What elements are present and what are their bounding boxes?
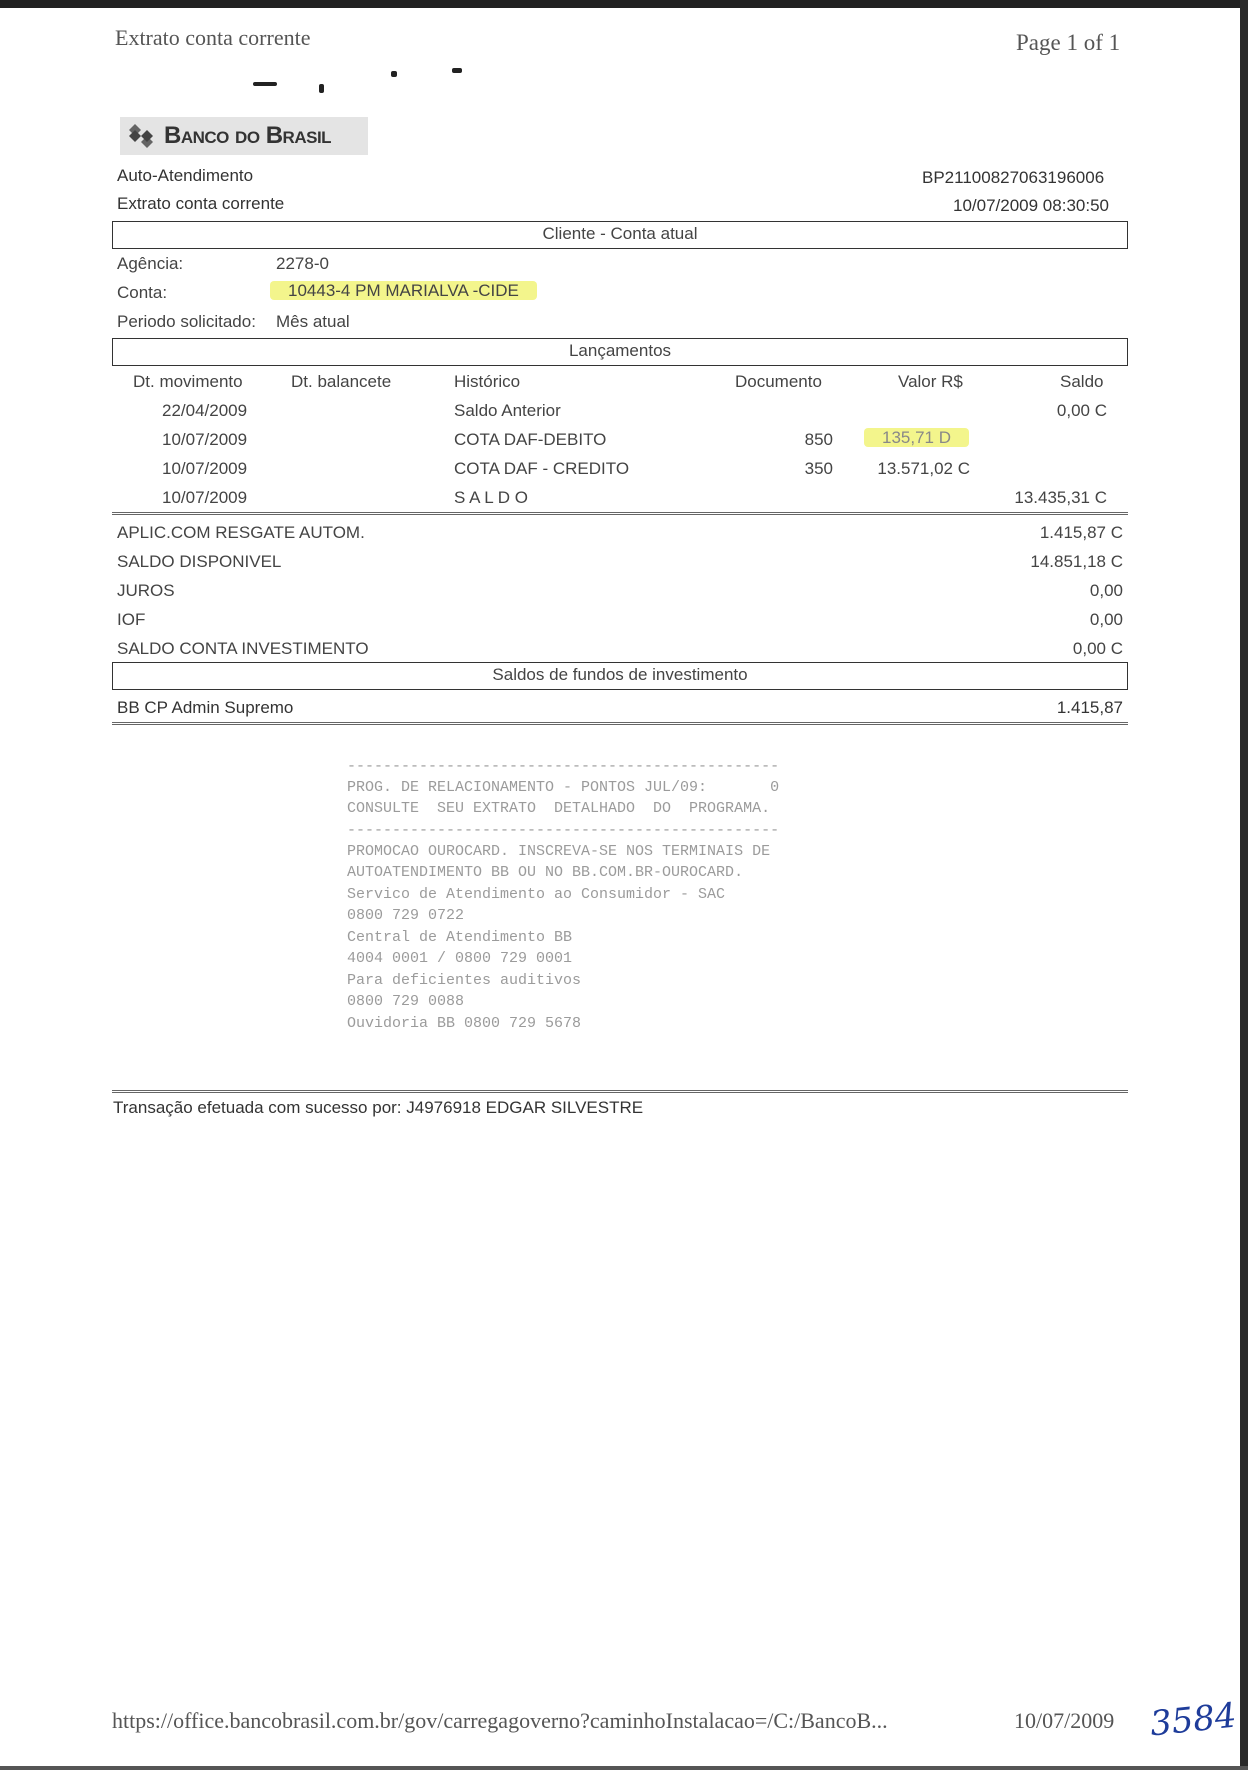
notice-line: PROMOCAO OUROCARD. INSCREVA-SE NOS TERMINAIS DE [347, 843, 771, 860]
doc-type-label: Extrato conta corrente [117, 194, 285, 213]
scan-speck [391, 71, 397, 77]
scan-speck [452, 68, 462, 73]
notice-line: 0800 729 0088 [347, 993, 465, 1010]
summary-value: 14.851,18 C [1030, 552, 1123, 571]
notice-line: Para deficientes auditivos [347, 972, 582, 989]
lancamentos-header [112, 338, 1128, 366]
notice-separator: ------------------------------------------------ [347, 758, 780, 775]
notice-line: CONSULTE SEU EXTRATO DETALHADO DO PROGRAMA. [347, 800, 771, 817]
print-footer-date: 10/07/2009 [1014, 1708, 1115, 1733]
summary-value: 0,00 C [1072, 639, 1123, 658]
funds-title: Saldos de fundos de investimento [492, 665, 748, 684]
periodo-label: Periodo solicitado: [117, 312, 256, 331]
row-documento: 350 [804, 459, 833, 478]
row-historico: S A L D O [454, 488, 529, 507]
row-saldo: 0,00 C [1056, 401, 1107, 420]
col-dt-balancete: Dt. balancete [291, 372, 392, 391]
fund-name: BB CP Admin Supremo [117, 698, 294, 717]
row-dt-movimento: 10/07/2009 [162, 430, 248, 449]
notice-separator: ------------------------------------------------ [347, 822, 780, 839]
row-dt-movimento: 10/07/2009 [162, 459, 248, 478]
notice-line: Ouvidoria BB 0800 729 5678 [347, 1015, 582, 1032]
client-section-title: Cliente - Conta atual [542, 224, 698, 243]
scan-edge-top [0, 0, 1248, 8]
periodo-value: Mês atual [276, 312, 350, 331]
summary-label: IOF [117, 610, 146, 629]
print-footer-url: https://office.bancobrasil.com.br/gov/carregagoverno?caminhoInstalacao=/C:/BancoB... [112, 1708, 888, 1733]
summary-value: 1.415,87 C [1039, 523, 1123, 542]
client-section-header [112, 221, 1128, 249]
row-saldo: 13.435,31 C [1014, 488, 1107, 507]
funds-header [112, 662, 1128, 690]
funds-divider [112, 722, 1128, 725]
fund-value: 1.415,87 [1056, 698, 1123, 717]
col-dt-movimento: Dt. movimento [133, 372, 243, 391]
conta-value-wrap [270, 281, 537, 301]
row-valor: 13.571,02 C [877, 459, 970, 478]
table-divider [112, 512, 1128, 515]
conta-label: Conta: [117, 283, 168, 302]
scan-edge-right [1240, 0, 1248, 1770]
row-documento: 850 [804, 430, 833, 449]
reference-number: BP21100827063196006 [922, 168, 1105, 187]
transaction-divider [112, 1090, 1128, 1093]
logo-text: Banco do Brasil [164, 122, 332, 149]
lancamentos-title: Lançamentos [568, 341, 672, 360]
agencia-label: Agência: [117, 254, 184, 273]
banco-do-brasil-logo [120, 117, 368, 155]
statement-datetime: 10/07/2009 08:30:50 [953, 196, 1109, 215]
notice-line: AUTOATENDIMENTO BB OU NO BB.COM.BR-OUROCARD. [347, 864, 744, 881]
conta-value: 10443-4 PM MARIALVA -CIDE [270, 281, 537, 300]
row-valor-wrap [864, 428, 969, 448]
row-historico: COTA DAF - CREDITO [454, 459, 630, 478]
row-dt-movimento: 22/04/2009 [162, 401, 248, 420]
notice-line: Central de Atendimento BB [347, 929, 573, 946]
col-saldo: Saldo [1060, 372, 1104, 391]
notice-line: PROG. DE RELACIONAMENTO - PONTOS JUL/09: 0 [347, 779, 780, 796]
summary-label: SALDO CONTA INVESTIMENTO [117, 639, 369, 658]
scan-edge-bottom [0, 1766, 1248, 1770]
print-header-title: Extrato conta corrente [115, 25, 311, 50]
notice-line: Servico de Atendimento ao Consumidor - SAC [347, 886, 726, 903]
row-historico: COTA DAF-DEBITO [454, 430, 607, 449]
transaction-text: Transação efetuada com sucesso por: J4976918 EDGAR SILVESTRE [113, 1098, 644, 1117]
handwritten-page-number: 3584 [1148, 1695, 1239, 1745]
row-historico: Saldo Anterior [454, 401, 561, 420]
row-dt-movimento: 10/07/2009 [162, 488, 248, 507]
service-label: Auto-Atendimento [117, 166, 254, 185]
summary-label: JUROS [117, 581, 175, 600]
scan-speck [319, 84, 324, 93]
col-historico: Histórico [454, 372, 521, 391]
summary-value: 0,00 [1089, 610, 1123, 629]
notice-line: 4004 0001 / 0800 729 0001 [347, 950, 573, 967]
summary-label: APLIC.COM RESGATE AUTOM. [117, 523, 365, 542]
bb-logo-icon [126, 121, 156, 151]
print-header-page: Page 1 of 1 [1016, 30, 1121, 55]
notice-line: 0800 729 0722 [347, 907, 465, 924]
summary-label: SALDO DISPONIVEL [117, 552, 282, 571]
agencia-value: 2278-0 [276, 254, 329, 273]
col-valor: Valor R$ [898, 372, 963, 391]
row-valor-highlighted: 135,71 D [864, 428, 969, 447]
scan-speck [253, 82, 277, 86]
col-documento: Documento [735, 372, 822, 391]
summary-value: 0,00 [1089, 581, 1123, 600]
